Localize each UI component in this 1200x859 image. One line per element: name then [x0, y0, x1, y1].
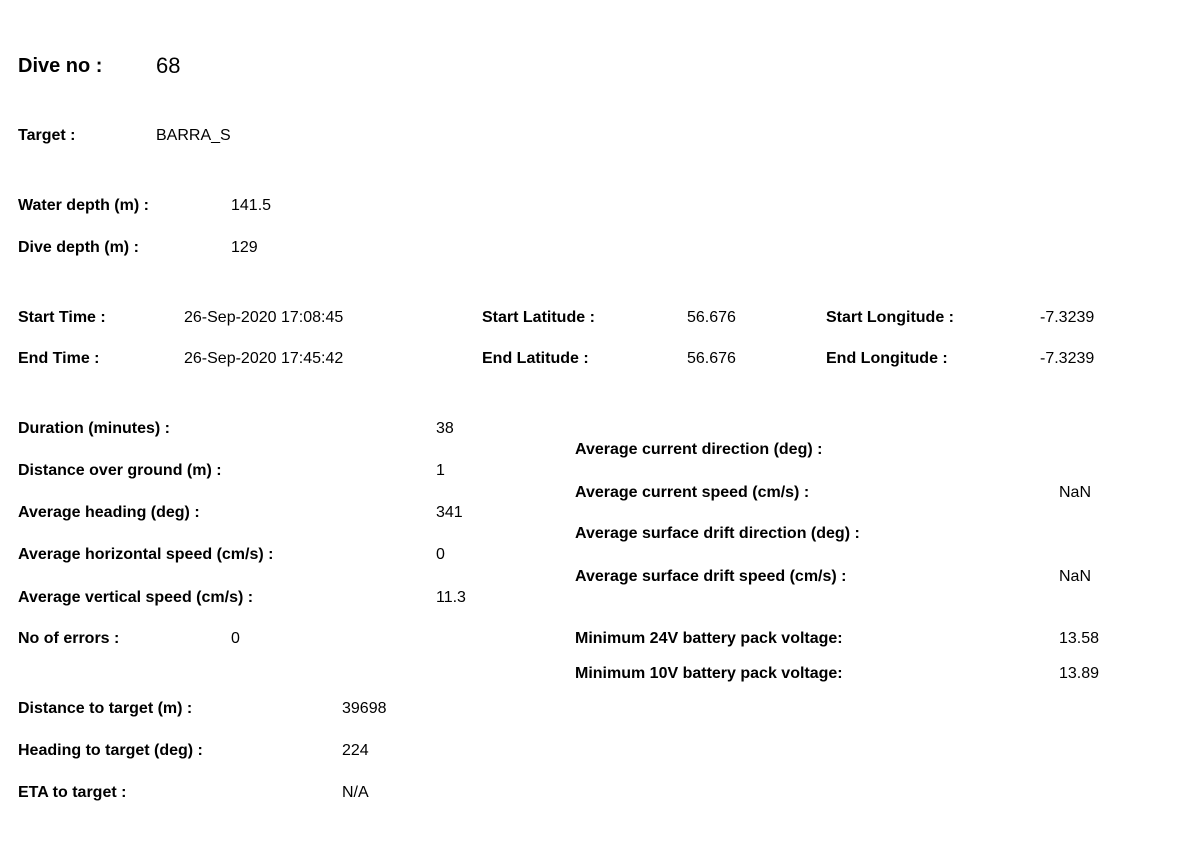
end-time-value: 26-Sep-2020 17:45:42 — [184, 350, 344, 367]
duration-value: 38 — [436, 420, 454, 437]
current-direction-label: Average current direction (deg) : — [575, 441, 823, 458]
dive-no-value: 68 — [156, 53, 181, 78]
water-depth-value: 141.5 — [231, 197, 272, 214]
battery-24v-value: 13.58 — [1059, 630, 1100, 647]
surface-drift-speed-value: NaN — [1059, 568, 1092, 585]
dive-depth-value: 129 — [231, 239, 258, 256]
end-time-label: End Time : — [18, 350, 100, 367]
distance-to-target-label: Distance to target (m) : — [18, 700, 193, 717]
start-longitude-label: Start Longitude : — [826, 309, 954, 326]
water-depth-label: Water depth (m) : — [18, 197, 149, 214]
dive-no-label: Dive no : — [18, 55, 103, 77]
target-value: BARRA_S — [156, 127, 231, 144]
start-time-label: Start Time : — [18, 309, 106, 326]
surface-drift-speed-label: Average surface drift speed (cm/s) : — [575, 568, 847, 585]
average-horizontal-speed-value: 0 — [436, 546, 445, 563]
current-speed-label: Average current speed (cm/s) : — [575, 484, 810, 501]
eta-to-target-value: N/A — [342, 784, 369, 801]
average-heading-label: Average heading (deg) : — [18, 504, 200, 521]
current-speed-value: NaN — [1059, 484, 1092, 501]
battery-24v-label: Minimum 24V battery pack voltage: — [575, 630, 843, 647]
distance-over-ground-value: 1 — [436, 462, 445, 479]
distance-to-target-value: 39698 — [342, 700, 387, 717]
average-vertical-speed-value: 11.3 — [436, 589, 466, 606]
errors-label: No of errors : — [18, 630, 120, 647]
heading-to-target-label: Heading to target (deg) : — [18, 742, 203, 759]
end-latitude-value: 56.676 — [687, 350, 736, 367]
heading-to-target-value: 224 — [342, 742, 369, 759]
dive-depth-label: Dive depth (m) : — [18, 239, 139, 256]
distance-over-ground-label: Distance over ground (m) : — [18, 462, 222, 479]
errors-value: 0 — [231, 630, 240, 647]
average-horizontal-speed-label: Average horizontal speed (cm/s) : — [18, 546, 274, 563]
eta-to-target-label: ETA to target : — [18, 784, 127, 801]
end-longitude-value: -7.3239 — [1040, 350, 1095, 367]
average-vertical-speed-label: Average vertical speed (cm/s) : — [18, 589, 254, 606]
start-latitude-label: Start Latitude : — [482, 309, 595, 326]
start-latitude-value: 56.676 — [687, 309, 736, 326]
end-latitude-label: End Latitude : — [482, 350, 589, 367]
start-longitude-value: -7.3239 — [1040, 309, 1095, 326]
battery-10v-label: Minimum 10V battery pack voltage: — [575, 665, 843, 682]
target-label: Target : — [18, 127, 76, 144]
duration-label: Duration (minutes) : — [18, 420, 170, 437]
average-heading-value: 341 — [436, 504, 463, 521]
battery-10v-value: 13.89 — [1059, 665, 1100, 682]
surface-drift-direction-label: Average surface drift direction (deg) : — [575, 525, 860, 542]
end-longitude-label: End Longitude : — [826, 350, 948, 367]
start-time-value: 26-Sep-2020 17:08:45 — [184, 309, 344, 326]
